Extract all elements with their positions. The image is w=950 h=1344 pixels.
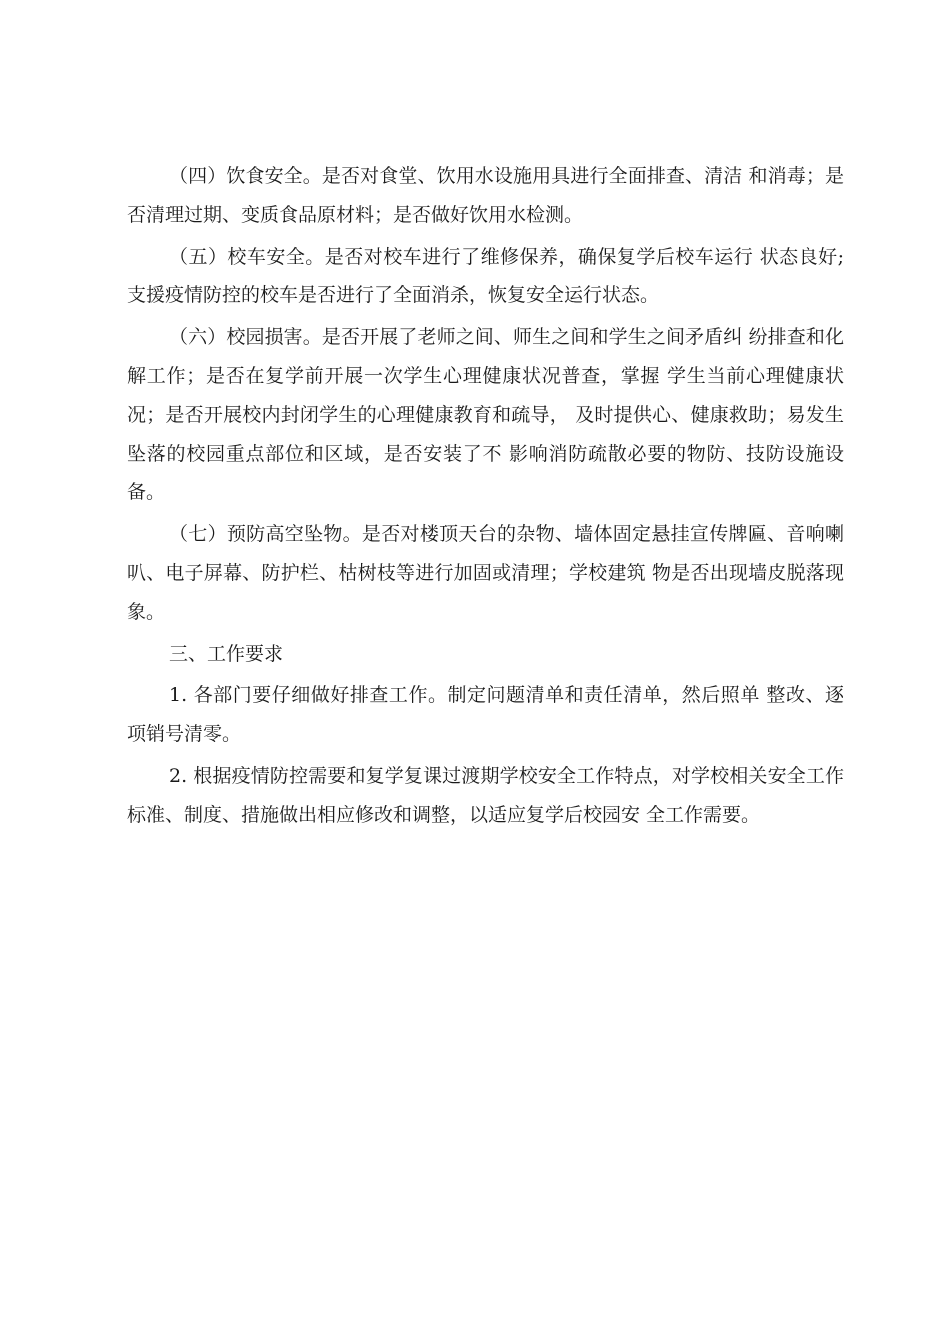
document-body [127,157,844,838]
requirement-item-1: 1. 各部门要仔细做好排查工作。制定问题清单和责任清单，然后照单 整改、逐项销号清零。 [127,684,844,746]
paragraph-falling-objects: （七）预防高空坠物。是否对楼顶天台的杂物、墙体固定悬挂宣传牌匾、音响喇叭、电子屏幕、防护栏、枯树枝等进行加固或清理；学校建筑 物是否出现墙皮脱落现象。 [127,523,844,623]
paragraph-food-safety: （四）饮食安全。是否对食堂、饮用水设施用具进行全面排查、清洁 和消毒；是否清理过期、变质食品原材料；是否做好饮用水检测。 [127,165,844,226]
requirement-item-2: 2. 根据疫情防控需要和复学复课过渡期学校安全工作特点，对学校相关安全工作标准、制度、措施做出相应修改和调整，以适应复学后校园安 全工作需要。 [127,764,844,826]
paragraph-campus-harm: （六）校园损害。是否开展了老师之间、师生之间和学生之间矛盾纠 纷排查和化解工作；是否在复学前开展一次学生心理健康状况普查，掌握 学生当前心理健康状况；是否开展校内封闭学生的心理健康教育和疏导， 及时提供心、健康救助；易发生坠落的校园重点部位和区域，是否安装了不 影响消防疏散必要的物防、技防设施设备。 [127,326,844,504]
paragraph-school-bus-safety: （五）校车安全。是否对校车进行了维修保养，确保复学后校车运行 状态良好;支援疫情防控的校车是否进行了全面消杀，恢复安全运行状态。 [127,245,844,307]
section-heading-work-requirements: 三、工作要求 [169,642,284,665]
